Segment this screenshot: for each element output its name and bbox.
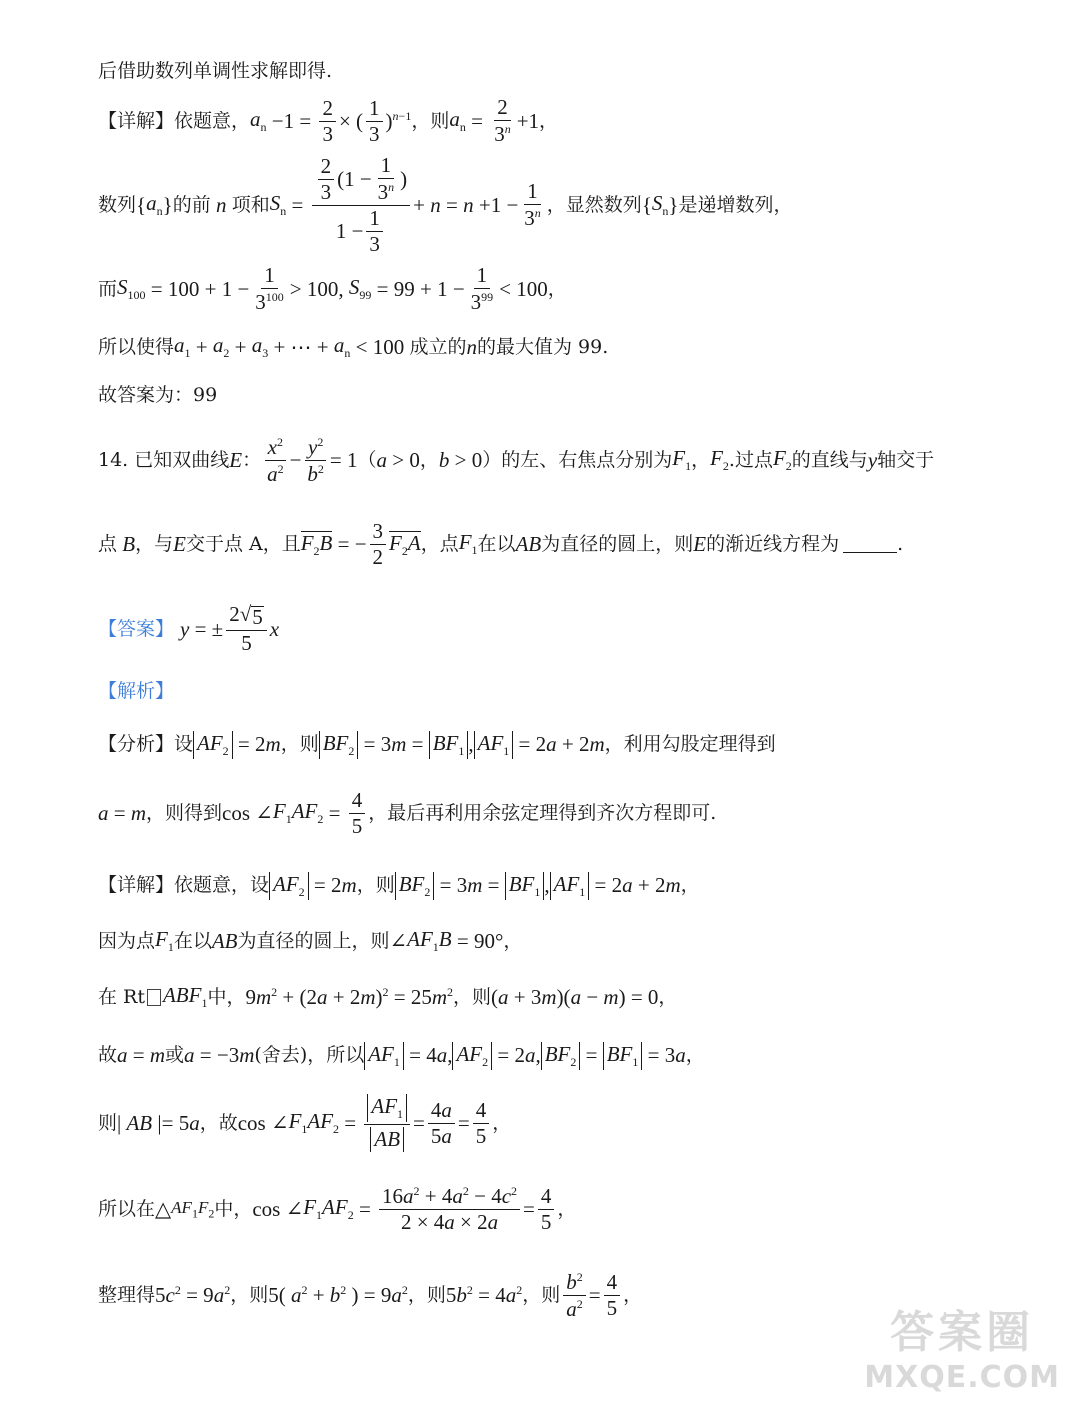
text-line-4: 而 $S_{100}$ = 100 + 1 − $\frac{1}{3^{100}}$ > 100, $S_{99}$ = 99 + 1 − $\frac{1}{3^{99}}$ < 100 ， — [98, 263, 567, 314]
text-line-13: 【详解】依题意，设 $AF_2$ = 2 m ，则 $BF_2$ = 3 m = $BF_1$ , $AF_1$ = 2 a + 2 m ， — [98, 872, 700, 900]
watermark-text: 答案圈 — [890, 1307, 1035, 1358]
text-line-1 — [98, 62, 332, 81]
question-14-line-2: 点 B ，与 E 交于点 A，且 $F_2B$ = − $\frac{3}{2}$ $F_2A$ ，点 $F_1$ 在以 AB 为直径的圆上，则 E 的渐近线方程为 . — [98, 518, 904, 569]
watermark-url: MXQE.COM — [864, 1360, 1060, 1395]
watermark-logo — [864, 1296, 1060, 1395]
text-line-17: 则 | AB |= 5 a ，故 cos ∠ $F_1AF_2$ = $\frac{AF_1}{AB}$ = $\frac{4a}{5a}$ = $\frac{4}{5}$ ， — [98, 1094, 512, 1152]
analysis-tag: 【解析】 — [98, 680, 175, 702]
missing-glyph-box — [147, 989, 161, 1006]
answer-blank — [843, 536, 897, 553]
text-line-16: 故 a = m 或 a = −3 m (舍去)，所以 $AF_1$ = 4 a , $AF_2$ = 2 a , $BF_2$ = $BF_1$ = 3 a ， — [98, 1042, 705, 1070]
text-line-3: 数列 { $a_n$ } 的前 n 项和 $S_n$ = $\frac{2}{3}$ (1 − $\frac{1}{3^n}$ ) 1 − $\frac{1}{3}$ + n = n +1 − $\frac{1}{3^n}$ ，显然数列 { $S_n$ } 是递增数列， — [98, 153, 793, 256]
text-line-18: 所以在 △ $AF_1F_2$ 中， cos ∠ $F_1AF_2$ = $\frac{16a^2 + 4a^2 - 4c^2}{2 \times 4a \times 2a}$ = $\frac{4}{5}$ ， — [98, 1183, 577, 1234]
text-line-6: 故答案为：99 — [98, 384, 218, 406]
text-line-14: 因为点 $F_1$ 在以 AB 为直径的圆上，则 ∠ $AF_1B$ = 90° ， — [98, 927, 523, 955]
detail-tag: 【详解】依题意， — [98, 109, 251, 132]
text-line-5: 所以使得 $a_1$ + $a_2$ + $a_3$ + ⋯ + $a_n$ < 100 成立的 n 的最大值为 99. — [98, 333, 609, 361]
line-text: 后借助数列单调性求解即得. — [98, 60, 333, 82]
answer-line: 【答案】 y = ± 2 √ 5 5 x — [98, 602, 280, 655]
answer-tag: 【答案】 — [98, 617, 175, 640]
text-line-12: a = m ，则得到 cos ∠ $F_1AF_2$ = $\frac{4}{5}$ ，最后再利用余弦定理得到齐次方程即可. — [98, 787, 717, 838]
text-line-11: 【分析】设 $AF_2$ = 2 m ，则 $BF_2$ = 3 m = $BF_1$ , $AF_1$ = 2 a + 2 m ，利用勾股定理得到 — [98, 731, 776, 759]
question-number: 14. — [98, 448, 129, 471]
question-14-line-1: 14. 已知双曲线 E ： $\frac{x^2}{a^2}$ − $\frac{y^2}{b^2}$ = 1 （ a > 0 ， b > 0 ）的左、右焦点分别为 $F_1$ ， $F_2$ .过点 $F_2$ 的直线与 y 轴交于 — [98, 434, 935, 486]
analysis-line — [98, 682, 174, 701]
text-line-15: 在 Rt $ABF_1$ 中， 9 m $^2$ + (2 a + 2 m )$^2$ = 25 m $^2$ ，则 ( a + 3 m )( a − m ) = 0 ， — [98, 983, 678, 1011]
text-line-19: 整理得 5 c $^2$ = 9 a $^2$ ，则 5( a $^2$ + b $^2$ ) = 9 a $^2$ ，则 5 b $^2$ = 4 a $^2$ ，则 $\frac{b^2}{a^2}$ = $\frac{4}{5}$ ， — [98, 1269, 643, 1321]
text-line-2: 【详解】依题意， $a_n$ −1 = $\frac{2}{3}$ × ( $\frac{1}{3}$ )$^{n-1}$ ，则 $a_n$ = $\frac{2}{3^n}$ +1 ， — [98, 95, 559, 146]
